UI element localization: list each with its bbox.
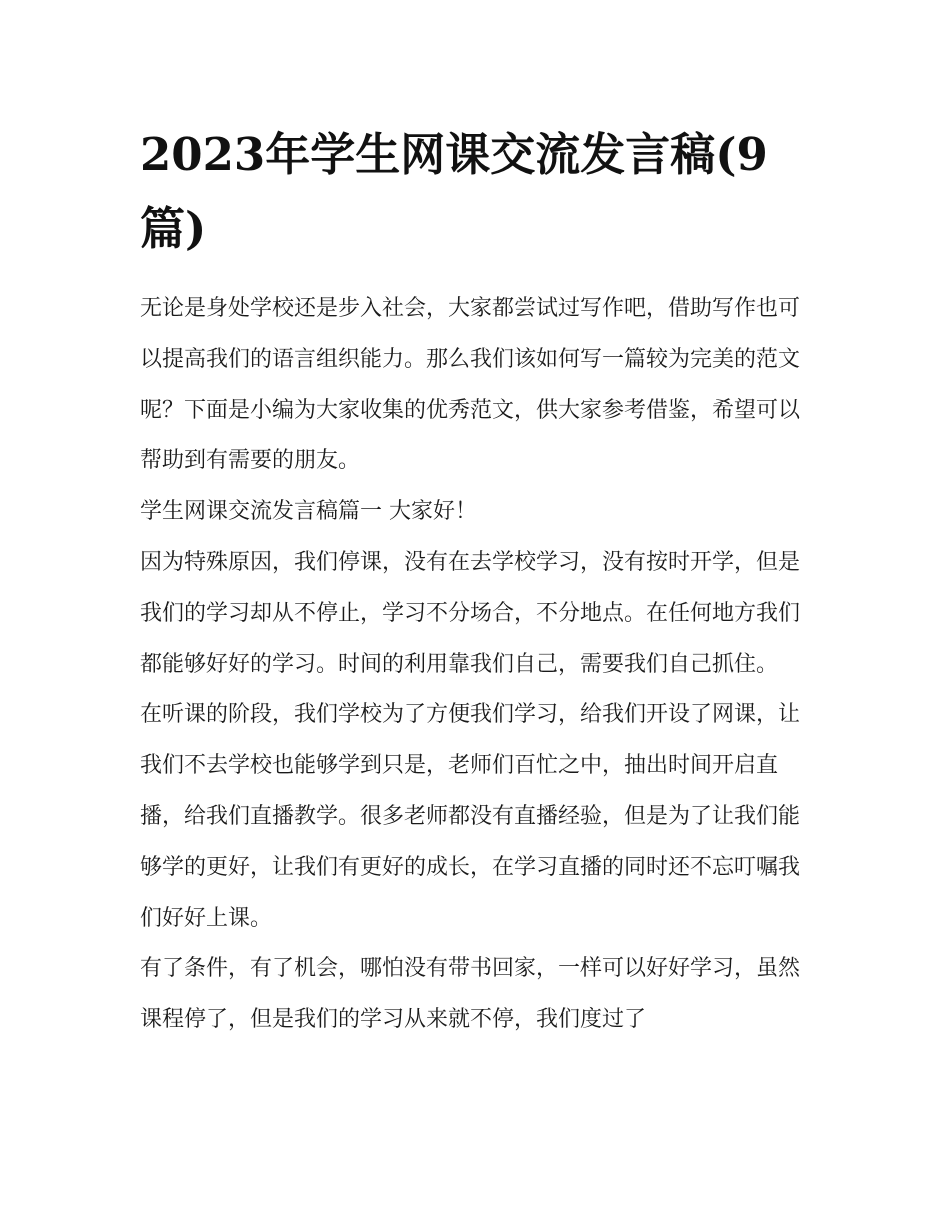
body-paragraph: 在听课的阶段，我们学校为了方便我们学习，给我们开设了网课，让我们不去学校也能够学到只是，老师们百忙之中，抽出时间开启直播，给我们直播教学。很多老师都没有直播经验，但是为了让我们能够学的更好，让我们有更好的成长，在学习直播的同时还不忘叮嘱我们好好上课。 xyxy=(140,702,801,931)
document-title: 2023年学生网课交流发言稿(9篇) xyxy=(140,128,768,255)
section-heading-paragraph: 学生网课交流发言稿篇一 大家好！ xyxy=(140,499,477,525)
document-page xyxy=(140,118,820,1046)
intro-paragraph: 无论是身处学校还是步入社会，大家都尝试过写作吧，借助写作也可以提高我们的语言组织能力。那么我们该如何写一篇较为完美的范文呢？下面是小编为大家收集的优秀范文，供大家参考借鉴，希望可以帮助到有需要的朋友。 xyxy=(140,296,801,474)
body-paragraph: 因为特殊原因，我们停课，没有在去学校学习，没有按时开学，但是我们的学习却从不停止，学习不分场合，不分地点。在任何地方我们都能够好好的学习。时间的利用靠我们自己，需要我们自己抓住。 xyxy=(140,549,801,677)
body-paragraph: 有了条件，有了机会，哪怕没有带书回家，一样可以好好学习，虽然课程停了，但是我们的学习从来就不停，我们度过了 xyxy=(140,956,801,1033)
document-body xyxy=(140,284,820,1046)
